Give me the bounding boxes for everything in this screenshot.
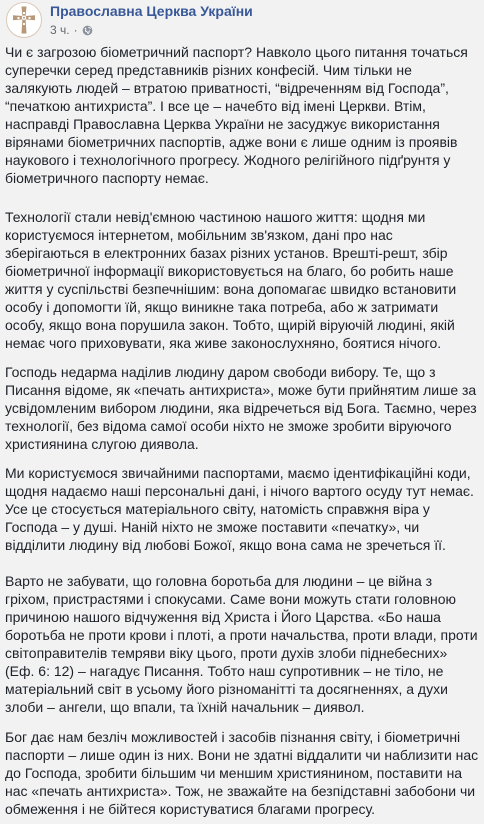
post-paragraph: Ми користуємося звичайними паспортами, маємо ідентифікаційні коди, щодня надаємо наші персональні дані, і нічого вартого осуду тут немає. Усе це стосується матеріального світу, натомість справжня віра у Господа – у душі. Наній ніхто не зможе поставити «печатку», чи відділити людину від любові Божої, якщо вона сама не зречеться її.	[5, 465, 474, 553]
post-meta	[50, 23, 93, 37]
church-cross-logo-icon	[7, 3, 41, 37]
post-paragraph: Варто не забувати, що головна боротьба для людини – це війна з гріхом, пристрастями і спокусами. Саме вони можуть стати головною причиною нашого відчуження від Христа і Його Царства. «Бо наша боротьба не проти крови і плоті, а проти начальства, проти влади, проти світоправителів темряви віку цього, проти духів злоби піднебесних» (Еф. 6: 12) – нагадує Писання. Тобто наш супротивник – не тіло, не матеріальний світ в усьому його різноманітті та досягненнях, а духи злоби – ангели, що впали, та їхній начальник – диявол.	[5, 573, 478, 715]
post-paragraph: Бог дає нам безліч можливостей і засобів пізнання світу, і біометричні паспорти – лише один із них. Вони не здатні віддалити чи наблизити нас до Господа, зробити більшим чи меншим християнином, поставити на нас «печать антихриста». Тож, не зважайте на безпідставні забобони чи обмеження і не бійтеся користуватися благами прогресу.	[5, 729, 479, 817]
post-timestamp[interactable]: 3 ч.	[50, 23, 70, 37]
post-paragraph: Технології стали невід'ємною частиною нашого життя: щодня ми користуємося інтернетом, мобільним зв'язком, дані про нас зберігаються в електронних базах різних установ. Врешті-решт, збір біометричної інформації використовується на благо, бо робить наше життя у суспільстві безпечнішим: вона допомагає швидко встановити особу і допомогти їй, якщо виникне така потреба, або ж затримати особу, якщо вона порушила закон. Тобто, щирій віруючій людині, якій немає чого приховувати, яка живе законослухняно, боятися нічого.	[5, 209, 457, 351]
page-avatar[interactable]	[6, 2, 42, 38]
page-name-link[interactable]: Православна Церква України	[50, 3, 253, 19]
post-paragraph: Чи є загрозою біометричний паспорт? Навколо цього питання точаться суперечки серед представників різних конфесій. Чим тільки не залякують людей – втратою приватності, “відреченням від Господа”, “печаткою антихриста”. І все це – начебто від імені Церкви. Втім, насправді Православна Церква України не засуджує використання вірянами біометричних паспортів, адже вони є лише одним із проявів наукового і технологічного прогресу. Жодного релігійного підґрунтя у біометричного паспорту немає.	[5, 44, 468, 186]
meta-separator: ·	[73, 23, 78, 37]
globe-icon[interactable]	[82, 25, 93, 36]
post-header	[0, 0, 484, 40]
post-paragraph: Господь недарма наділив людину даром свободи вибору. Те, що з Писання відоме, як «печать антихриста», може бути прийнятим лише за усвідомленим вибором людини, яка відречеться від Бога. Таємно, через технології, без відома самої особи ніхто не зможе зробити віруючого християнина слугою диявола.	[5, 364, 477, 452]
